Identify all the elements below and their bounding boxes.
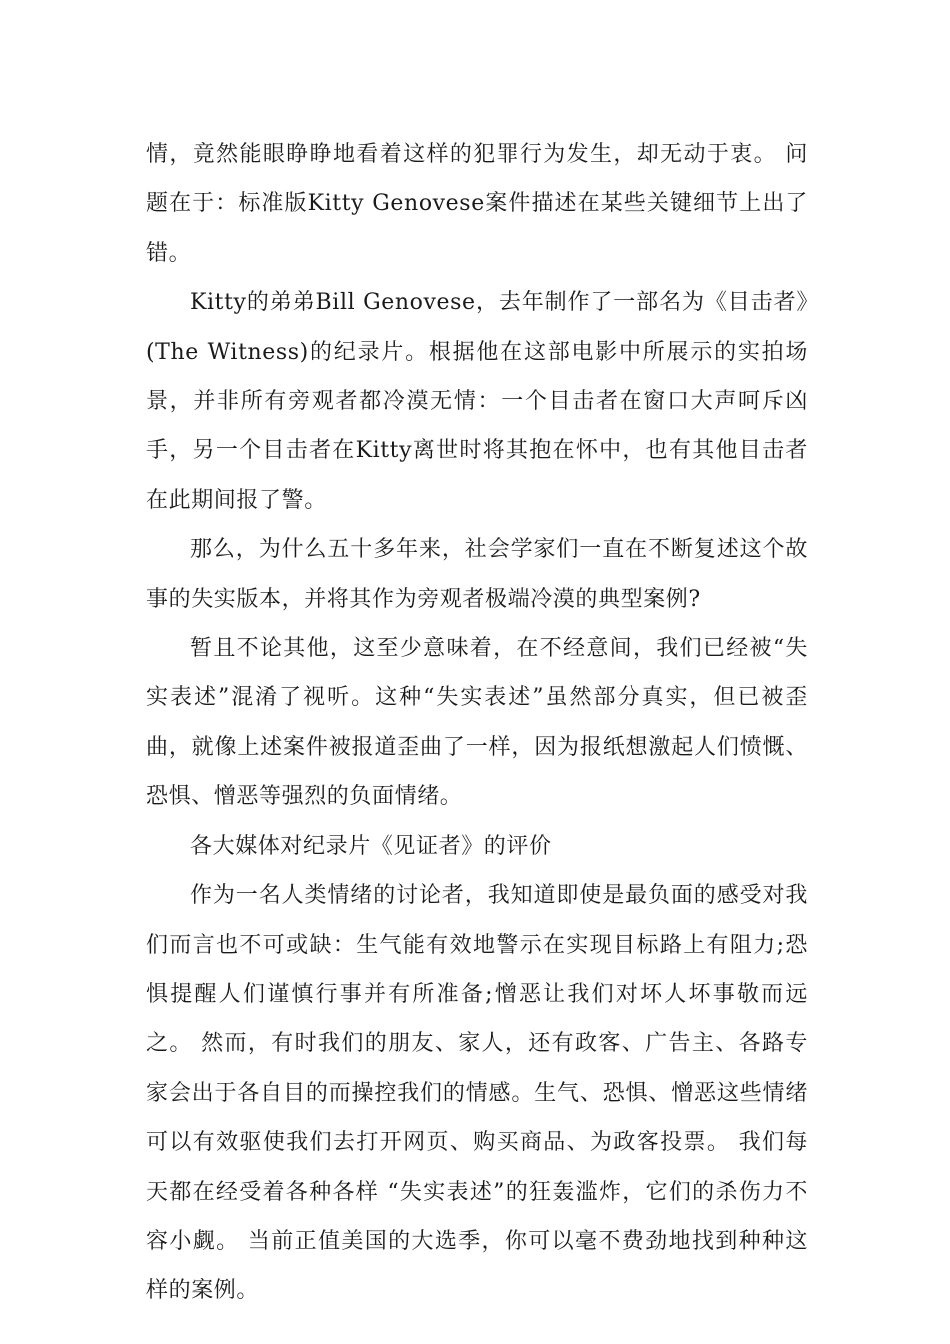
paragraph: Kitty的弟弟Bill Genovese，去年制作了一部名为《目击者》(The Witness)的纪录片。根据他在这部电影中所展示的实拍场景，并非所有旁观者都冷漠无情：一个目击者在窗口大声呵斥凶手，另一个目击者在Kitty离世时将其抱在怀中，也有其他目击者在此期间报了警。 (146, 290, 808, 513)
paragraph: 那么，为什么五十多年来，社会学家们一直在不断复述这个故事的失实版本，并将其作为旁观者极端冷漠的典型案例? (146, 537, 808, 612)
section-caption: 各大媒体对纪录片《见证者》的评价 (190, 833, 552, 859)
document-body (146, 130, 808, 1316)
paragraph: 暂且不论其他，这至少意味着，在不经意间，我们已经被“失实表述”混淆了视听。这种“失实表述”虽然部分真实，但已被歪曲，就像上述案件被报道歪曲了一样，因为报纸想激起人们愤慨、恐惧、憎恶等强烈的负面情绪。 (146, 636, 808, 810)
paragraph: 情，竟然能眼睁睁地看着这样的犯罪行为发生，却无动于衷。 问题在于：标准版Kitty Genovese案件描述在某些关键细节上出了错。 (146, 142, 808, 266)
paragraph: 作为一名人类情绪的讨论者，我知道即使是最负面的感受对我们而言也不可或缺：生气能有效地警示在实现目标路上有阻力;恐惧提醒人们谨慎行事并有所准备;憎恶让我们对坏人坏事敬而远之。 然而，有时我们的朋友、家人，还有政客、广告主、各路专家会出于各自目的而操控我们的情感。生气、恐惧、憎恶这些情绪可以有效驱使我们去打开网页、购买商品、为政客投票。 我们每天都在经受着各种各样 “失实表述”的狂轰滥炸，它们的杀伤力不容小觑。 当前正值美国的大选季，你可以毫不费劲地找到种种这样的案例。 (146, 883, 808, 1304)
